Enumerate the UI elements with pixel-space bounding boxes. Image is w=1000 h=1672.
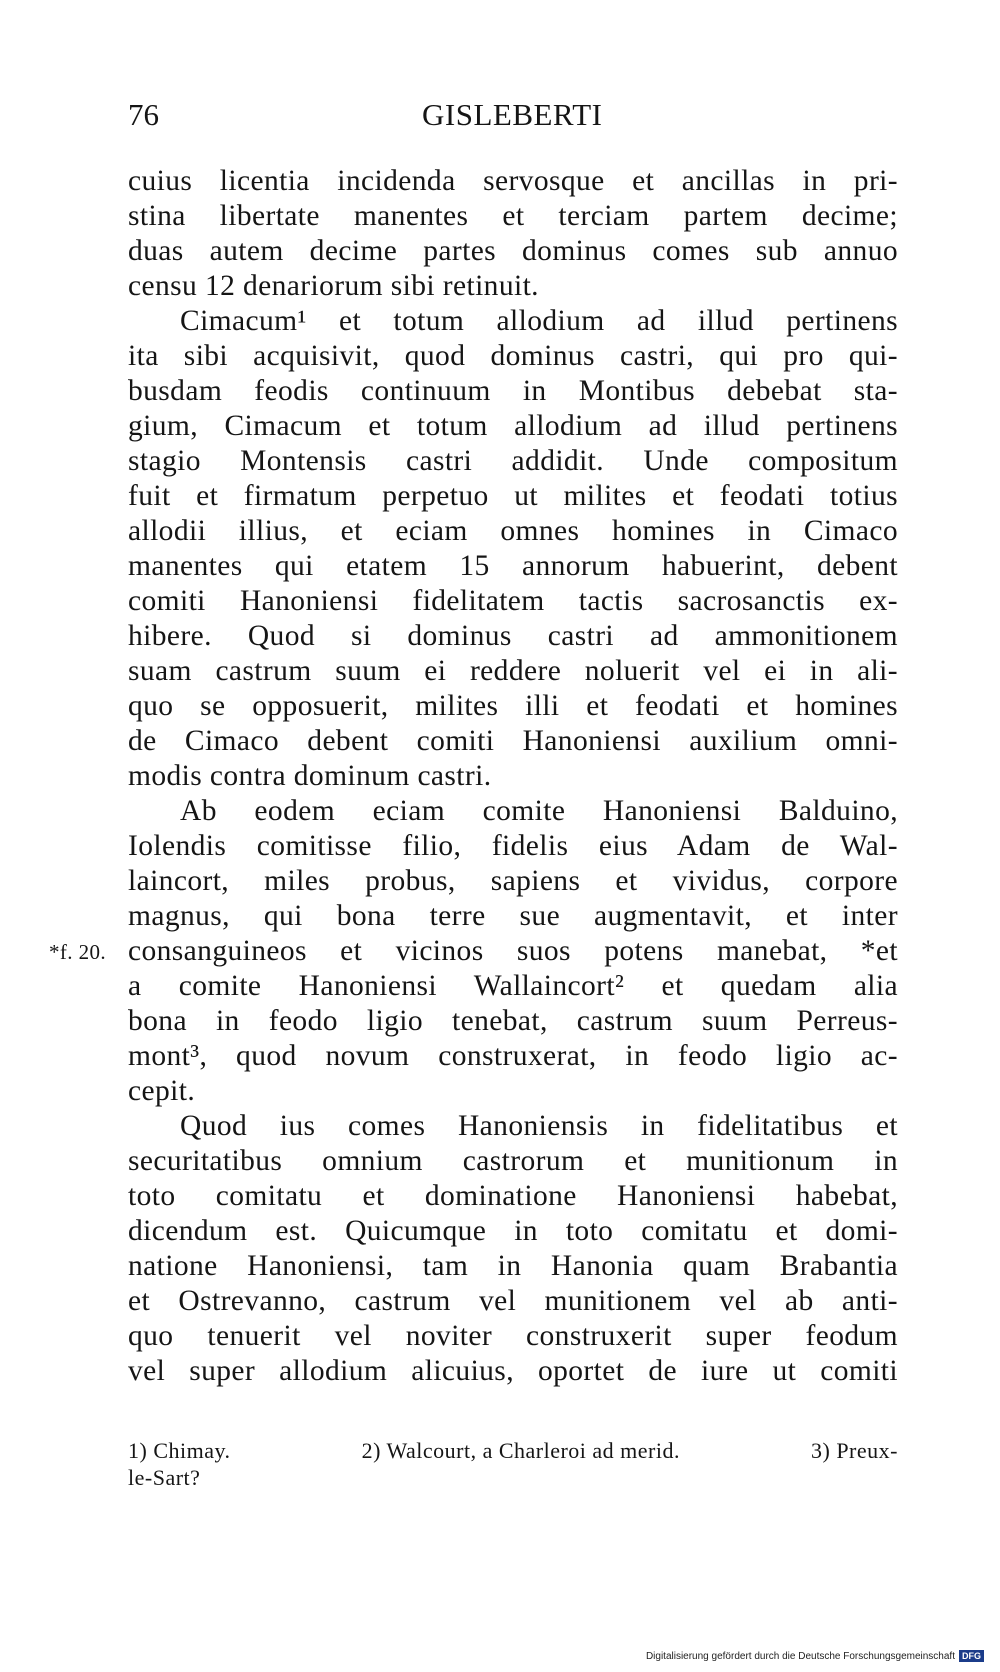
text-line: gium, Cimacum et totum allodium ad illud pertinens	[128, 410, 898, 442]
page-header	[128, 93, 898, 137]
footnote-3-start: 3) Preux-	[811, 1438, 898, 1463]
footnote-3-end: le-Sart?	[128, 1465, 201, 1490]
text-line: cuius licentia incidenda servosque et ancillas in pri-	[128, 165, 898, 197]
text-line: et Ostrevanno, castrum vel munitionem vel ab anti-	[128, 1285, 898, 1317]
text-line: de Cimaco debent comiti Hanoniensi auxilium omni-	[128, 725, 898, 757]
footnote-row	[128, 1437, 898, 1464]
text-line: modis contra dominum castri.	[128, 760, 492, 792]
text-line: Iolendis comitisse filio, fidelis eius Adam de Wal-	[128, 830, 898, 862]
text-line: censu 12 denariorum sibi retinuit.	[128, 270, 539, 302]
text-line: magnus, qui bona terre sue augmentavit, et inter	[128, 900, 898, 932]
digitization-credit	[646, 1650, 984, 1664]
text-line: natione Hanoniensi, tam in Hanonia quam Brabantia	[128, 1250, 898, 1282]
text-line: manentes qui etatem 15 annorum habuerint, debent	[128, 550, 898, 582]
text-line: comiti Hanoniensi fidelitatem tactis sacrosanctis ex-	[128, 585, 898, 617]
text-line: vel super allodium alicuius, oportet de iure ut comiti	[128, 1355, 898, 1387]
text-line: suam castrum suum ei reddere noluerit vel ei in ali-	[128, 655, 898, 687]
credit-text: Digitalisierung gefördert durch die Deutsche Forschungsgemeinschaft	[645, 1651, 955, 1662]
text-line: allodii illius, et eciam omnes homines in Cimaco	[128, 515, 898, 547]
text-line: fuit et firmatum perpetuo ut milites et feodati totius	[128, 480, 898, 512]
text-line: securitatibus omnium castrorum et munitionum in	[128, 1145, 898, 1177]
text-line: consanguineos et vicinos suos potens manebat, *et	[128, 935, 898, 967]
text-line: ita sibi acquisivit, quod dominus castri, qui pro qui-	[128, 340, 898, 372]
text-line: toto comitatu et dominatione Hanoniensi habebat,	[128, 1180, 898, 1212]
text-line-with-margin-note	[49, 934, 898, 969]
text-line: busdam feodis continuum in Montibus debebat sta-	[128, 375, 898, 407]
text-line: quo se opposuerit, milites illi et feodati et homines	[128, 690, 898, 722]
margin-note: *f. 20.	[49, 940, 107, 964]
running-head: GISLEBERTI	[422, 97, 603, 132]
text-line: hibere. Quod si dominus castri ad ammonitionem	[128, 620, 898, 652]
text-line: bona in feodo ligio tenebat, castrum suum Perreus-	[128, 1005, 898, 1037]
footnote-1: 1) Chimay.	[128, 1438, 231, 1463]
dfg-logo: DFG	[959, 1650, 984, 1662]
footnote-2: 2) Walcourt, a Charleroi ad merid.	[361, 1438, 680, 1463]
text-line: stina libertate manentes et terciam partem decime;	[128, 200, 898, 232]
text-line: a comite Hanoniensi Wallaincort² et quedam alia	[128, 970, 898, 1002]
text-line: stagio Montensis castri addidit. Unde compositum	[128, 445, 898, 477]
paragraph-start-line: Quod ius comes Hanoniensis in fidelitatibus et	[180, 1110, 898, 1142]
paragraph-start-line: Ab eodem eciam comite Hanoniensi Balduino,	[180, 795, 898, 827]
text-line: mont³, quod novum construxerat, in feodo ligio ac-	[128, 1040, 898, 1072]
body-text	[49, 164, 898, 1389]
text-line: duas autem decime partes dominus comes sub annuo	[128, 235, 898, 267]
text-line: quo tenuerit vel noviter construxerit super feodum	[128, 1320, 898, 1352]
paragraph-start-line: Cimacum¹ et totum allodium ad illud pertinens	[180, 305, 898, 337]
text-line: laincort, miles probus, sapiens et vividus, corpore	[128, 865, 898, 897]
page-number: 76	[128, 97, 159, 132]
text-line: dicendum est. Quicumque in toto comitatu et domi-	[128, 1215, 898, 1247]
footnotes	[128, 1437, 898, 1491]
text-line: cepit.	[128, 1075, 196, 1107]
